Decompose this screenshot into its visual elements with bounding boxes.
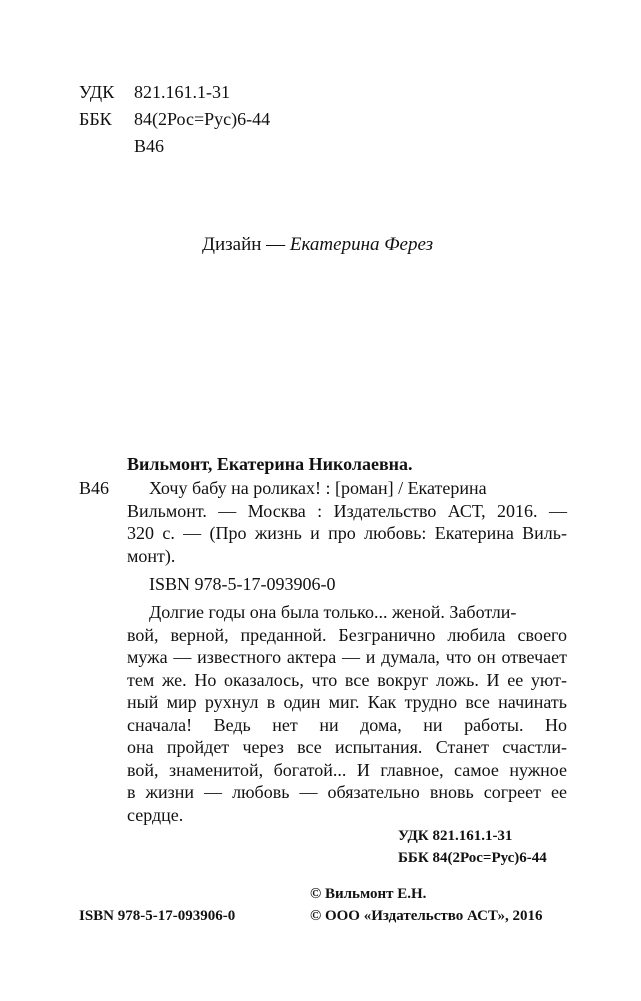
bbk-line [79, 106, 270, 133]
udk-value: 821.161.1-31 [134, 82, 230, 102]
footer-isbn: ISBN 978-5-17-093906-0 [79, 908, 236, 924]
bbk-right: ББК 84(2Рос=Рус)6-44 [398, 850, 547, 866]
annotation-line: ный мир рухнул в один миг. Как трудно все начинать [127, 692, 567, 712]
annotation-line: тем же. Но оказалось, что все вокруг ложь. И ее уют- [127, 669, 567, 690]
annotation-line: вой, знаменитой, богатой... И главное, самое нужное [127, 759, 567, 780]
annotation-line: мужа — известного актера — и думала, что он отвечает [127, 647, 567, 667]
copyright-publisher: © ООО «Издательство АСТ», 2016 [310, 908, 543, 924]
record-line: монт). [127, 545, 176, 566]
design-label: Дизайн — [202, 234, 286, 255]
copyright-author: © Вильмонт Е.Н. [310, 886, 427, 902]
annotation-line: сначала! Ведь нет ни дома, ни работы. Но [127, 714, 567, 735]
author-code-line [79, 133, 270, 160]
record-line: 320 с. — (Про жизнь и про любовь: Екатерина Виль- [127, 523, 567, 543]
record-first-line: Хочу бабу на роликах! : [роман] / Екатерина [149, 478, 487, 498]
author-code: В46 [134, 136, 165, 156]
bbk-label: ББК [79, 109, 112, 129]
udk-right: УДК 821.161.1-31 [398, 828, 513, 844]
design-credit [202, 234, 433, 256]
record-code: В46 [79, 478, 110, 498]
bbk-value: 84(2Рос=Рус)6-44 [134, 109, 271, 129]
annotation-first-line: Долгие годы она была только... женой. Заботли- [149, 602, 517, 622]
annotation-line: вой, верной, преданной. Безгранично любила своего [127, 624, 567, 645]
annotation-line: в жизни — любовь — обязательно вновь согреет ее [127, 782, 567, 802]
record-line: Вильмонт. — Москва : Издательство АСТ, 2016. — [127, 500, 567, 521]
isbn-line: ISBN 978-5-17-093906-0 [149, 574, 336, 594]
index-block [79, 79, 270, 160]
author-heading: Вильмонт, Екатерина Николаевна. [127, 454, 413, 474]
udk-label: УДК [79, 82, 115, 102]
annotation-line: сердце. [127, 804, 184, 825]
designer-name: Екатерина Ферез [289, 234, 434, 255]
annotation-line: она пройдет через все испытания. Станет счастли- [127, 737, 567, 757]
udk-line [79, 79, 270, 106]
